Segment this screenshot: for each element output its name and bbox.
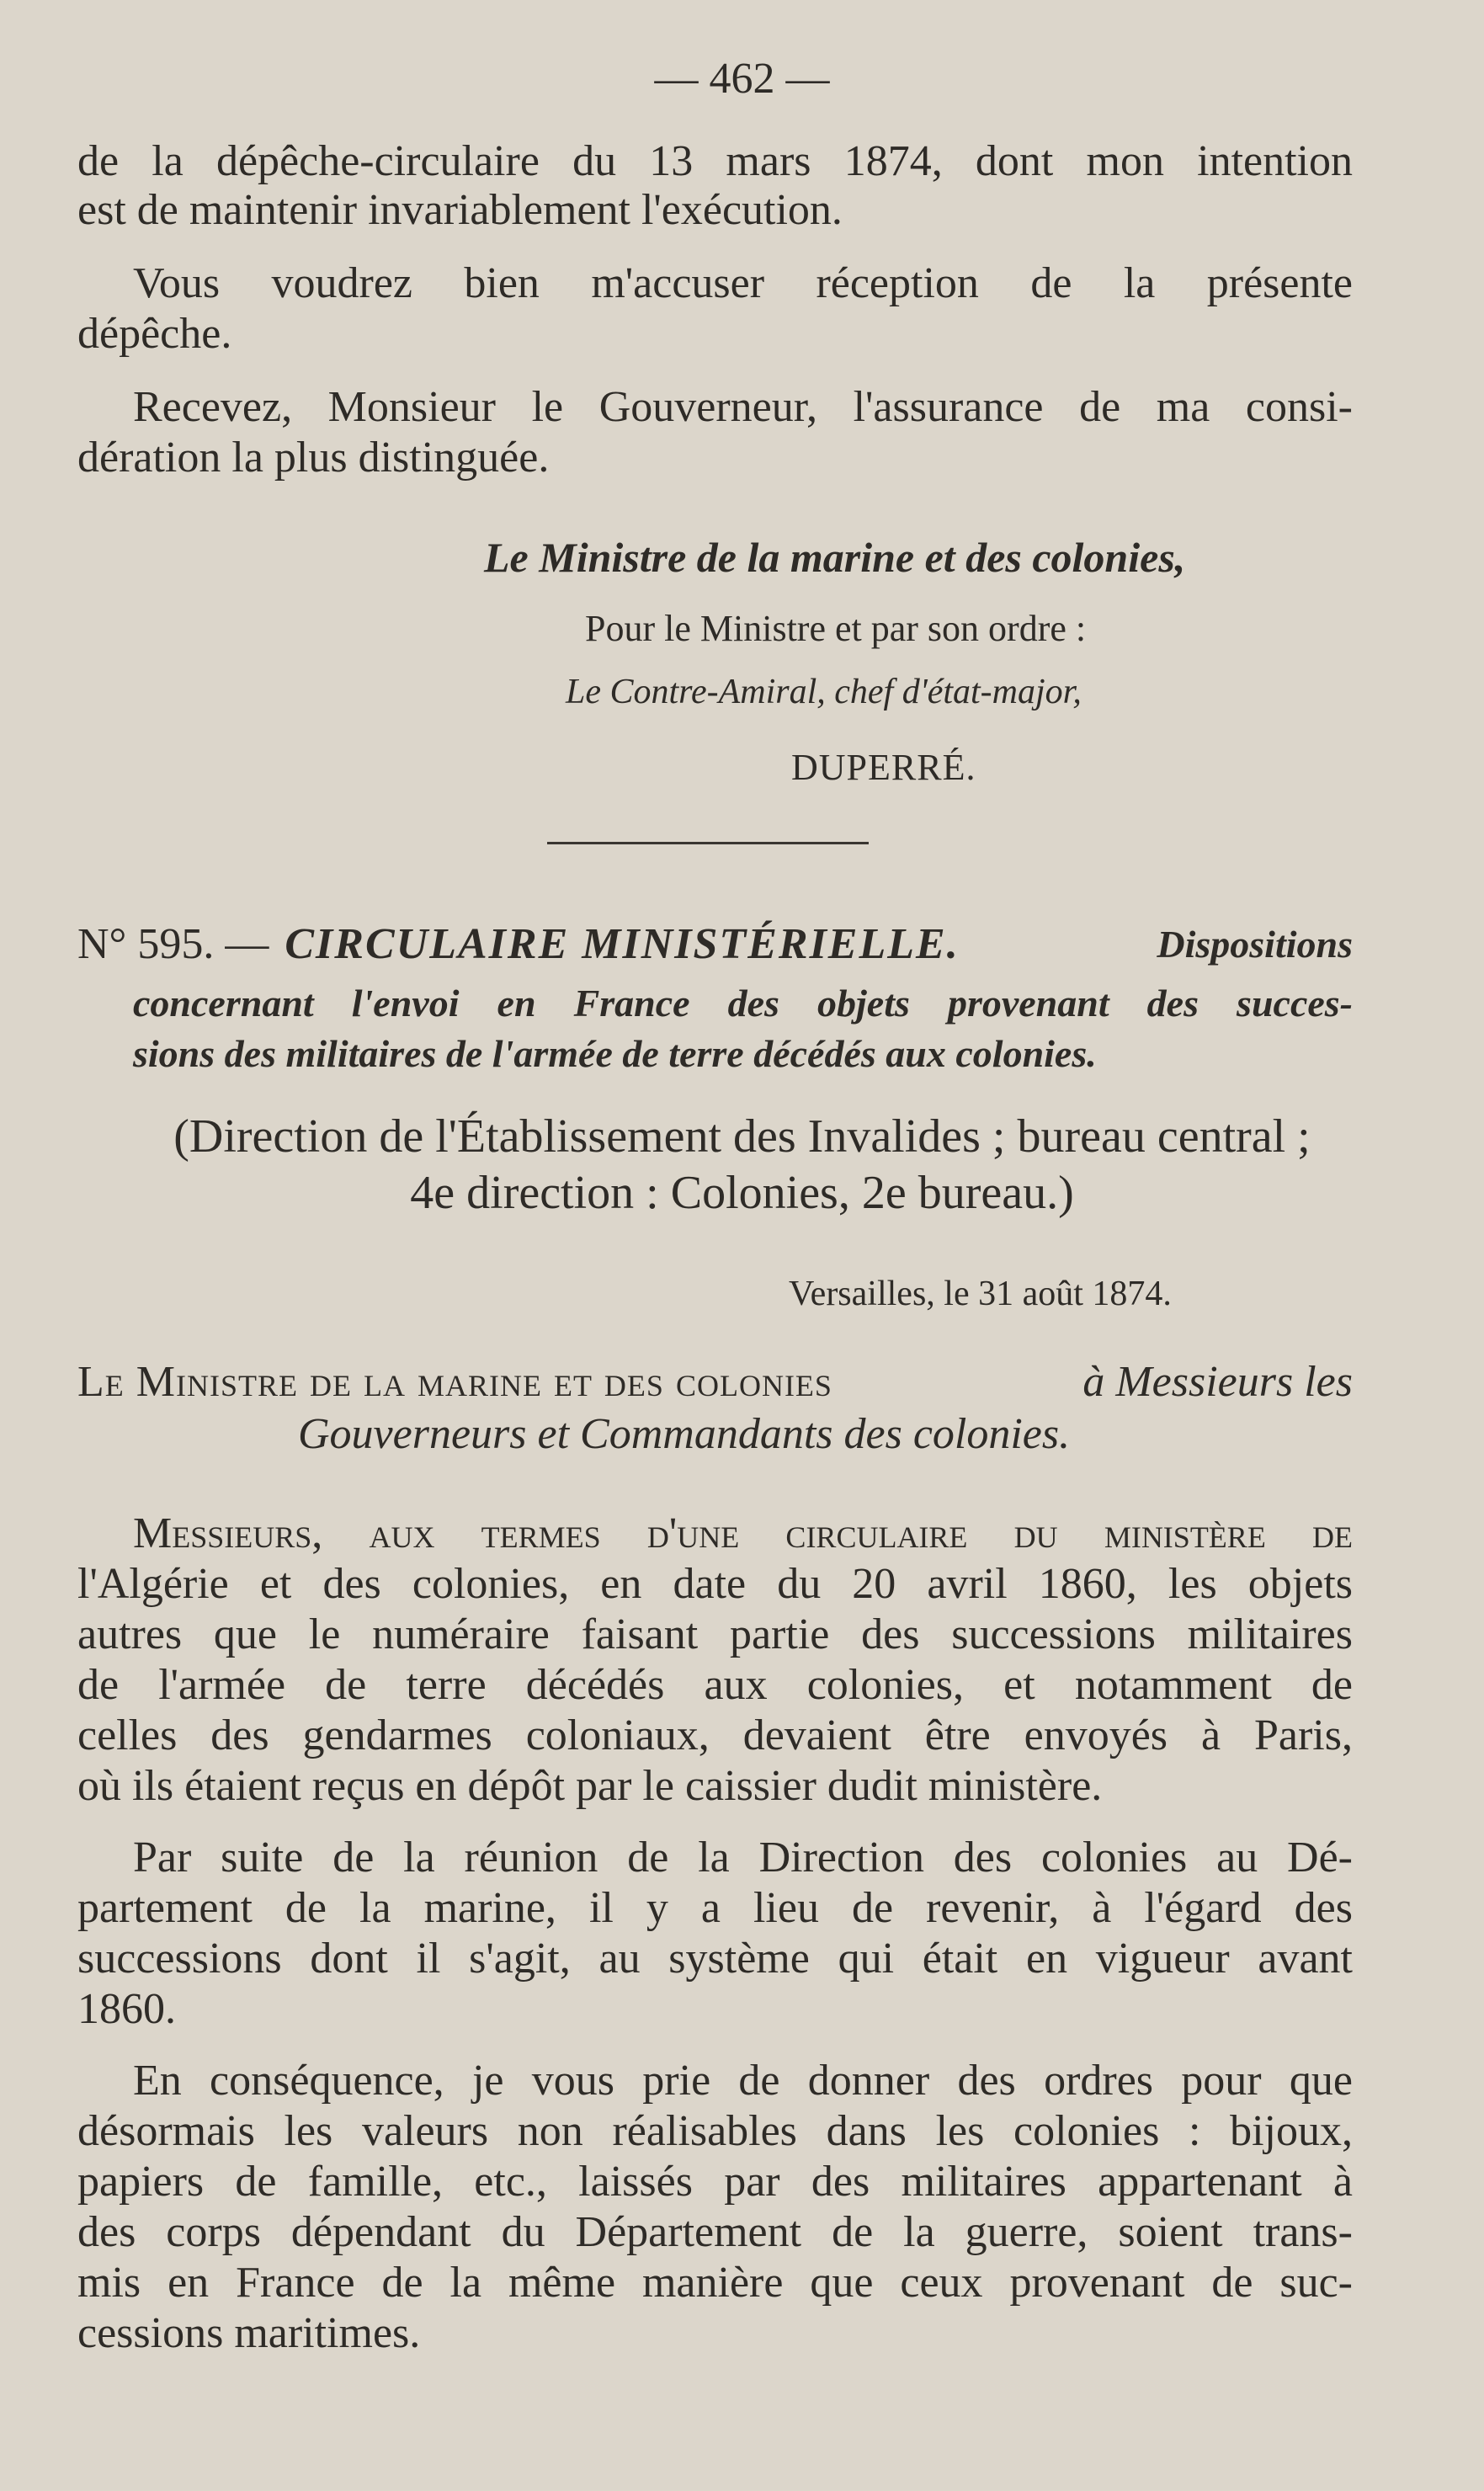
text-line: Recevez, Monsieur le Gouverneur, l'assurance de ma consi- [133, 383, 1353, 431]
body-line: désormais les valeurs non réalisables dans les colonies : bijoux, [77, 2107, 1353, 2155]
text-line: dération la plus distinguée. [77, 434, 550, 482]
body-line: 1860. [77, 1985, 176, 2033]
circular-kind: CIRCULAIRE MINISTÉRIELLE. [285, 920, 960, 968]
circular-number: N° 595. — [77, 920, 269, 968]
body-line: Messieurs, aux termes d'une circulaire du ministère de [133, 1509, 1353, 1557]
direction-line: 4e direction : Colonies, 2e bureau.) [410, 1167, 1074, 1219]
circular-heading-line1 [77, 918, 1353, 971]
signature-title: Le Ministre de la marine et des colonies, [484, 534, 1186, 581]
address-recipient: à Messieurs les [1082, 1358, 1353, 1406]
address-sender: Le Ministre de la marine et des colonies [77, 1358, 832, 1406]
signature-name: DUPERRÉ. [791, 747, 976, 788]
body-line: mis en France de la même manière que ceux provenant de suc- [77, 2259, 1353, 2307]
signature-rank: Le Contre-Amiral, chef d'état-major, [566, 673, 1082, 711]
body-line: En conséquence, je vous prie de donner des ordres pour que [133, 2057, 1353, 2105]
body-line: où ils étaient reçus en dépôt par le caissier dudit ministère. [77, 1762, 1103, 1810]
section-divider [547, 842, 869, 844]
circular-subject-line: sions des militaires de l'armée de terre décédés aux colonies. [133, 1032, 1097, 1075]
address-line2: Gouverneurs et Commandants des colonies. [298, 1410, 1071, 1458]
text-line: Vous voudrez bien m'accuser réception de la présente [133, 259, 1353, 307]
text-line: de la dépêche-circulaire du 13 mars 1874, dont mon intention [77, 137, 1353, 185]
body-line: celles des gendarmes coloniaux, devaient être envoyés à Paris, [77, 1711, 1353, 1759]
body-line: cessions maritimes. [77, 2309, 421, 2357]
signature-order: Pour le Ministre et par son ordre : [585, 608, 1087, 649]
text-line: est de maintenir invariablement l'exécution. [77, 186, 843, 234]
direction-line: (Direction de l'Établissement des Invalides ; bureau central ; [173, 1110, 1311, 1163]
circular-subject-line: concernant l'envoi en France des objets provenant des succes- [133, 982, 1353, 1025]
dateline: Versailles, le 31 août 1874. [789, 1275, 1172, 1313]
text-line: dépêche. [77, 310, 232, 358]
body-line: partement de la marine, il y a lieu de revenir, à l'égard des [77, 1884, 1353, 1932]
body-line: l'Algérie et des colonies, en date du 20 avril 1860, les objets [77, 1560, 1353, 1608]
circular-subject-start: Dispositions [1157, 923, 1353, 966]
body-line: des corps dépendant du Département de la guerre, soient trans- [77, 2208, 1353, 2256]
address-line1 [77, 1355, 1353, 1409]
body-line: de l'armée de terre décédés aux colonies, et notamment de [77, 1661, 1353, 1709]
body-line: successions dont il s'agit, au système qui était en vigueur avant [77, 1935, 1353, 1983]
body-line: papiers de famille, etc., laissés par des militaires appartenant à [77, 2158, 1353, 2206]
body-line: autres que le numéraire faisant partie des successions militaires [77, 1610, 1353, 1658]
page-number: — 462 — [654, 55, 830, 103]
body-line: Par suite de la réunion de la Direction des colonies au Dé- [133, 1834, 1353, 1882]
